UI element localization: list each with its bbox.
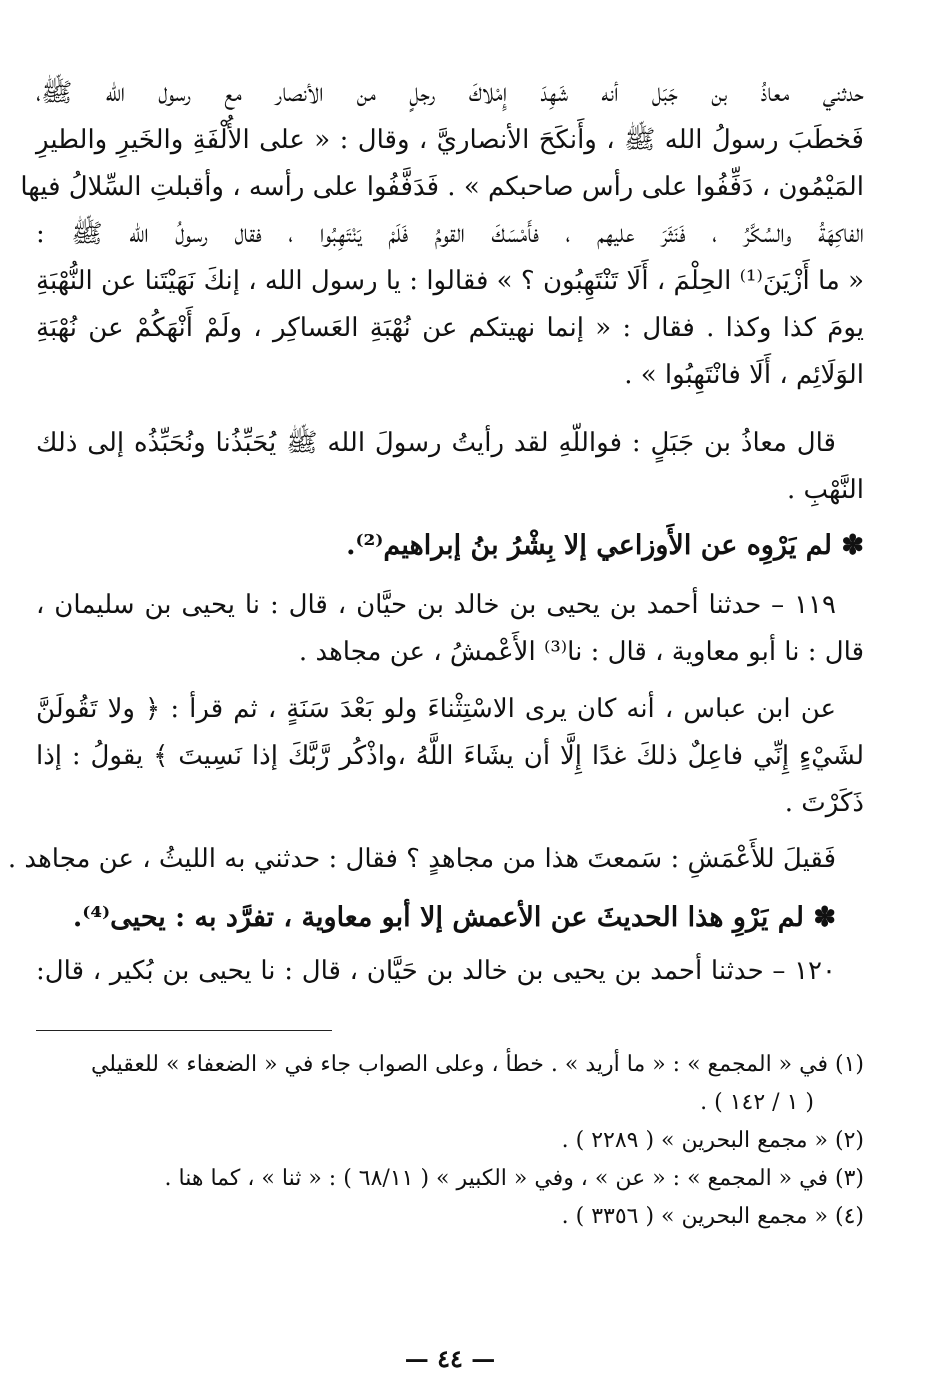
text-line: ذَكَرْتَ .: [784, 788, 864, 818]
footnotes: [36, 1046, 864, 1236]
paragraph-ibn-abbas: [36, 686, 864, 827]
footnote-1-cont: ( ١ / ١٤٢ ) .: [700, 1090, 814, 1115]
text-line: الوَلَائِم ، أَلَا فانْتَهِبُوا » .: [624, 360, 864, 390]
paragraph-amash: [7, 836, 864, 883]
text-line: قال معاذُ بن جَبَلٍ : فواللّهِ لقد رأيتُ رسولَ الله ﷺ يُحَبِّذُنا ونُحَبِّذُه إلى ذلك: [36, 428, 836, 458]
footnote-4: (٤) « مجمع البحرين » ( ٣٣٥٦ ) .: [561, 1204, 864, 1229]
narration-note-1: ✽ لم يَرْوِه عن الأَوزاعي إلا بِشْرُ بنُ إبراهيم⁽²⁾.: [346, 530, 864, 561]
text-line: حدثني معاذُ بن جَبَل أنه شَهِدَ إِمْلاكَ رجلٍ من الأنصار مع رسول الله ﷺ،: [36, 78, 864, 108]
text-line: لشَيْءٍ إِنِّي فاعِلٌ ذلكَ غدًا إِلَّا أن يشَاءَ اللَّهُ ،واذْكُر رَّبَّكَ إذا نَسِيتَ ﴾ يقولُ : إذا: [36, 741, 864, 771]
paragraph-muadh: [36, 420, 864, 514]
text-line: قال : نا أبو معاوية ، قال : نا⁽³⁾ الأَعْمشُ ، عن مجاهد .: [298, 637, 864, 667]
text-line: يومَ كذا وكذا . فقال : « إنما نهيتكم عن نُهْبَةِ العَساكِر ، ولَمْ أَنْهَكُمْ عن نُهْبَةِ: [36, 313, 864, 343]
page-number: — ٤٤ —: [404, 1344, 496, 1373]
book-page: [7, 64, 864, 1373]
paragraph-hadith-text: [20, 70, 864, 399]
footnote-1: (١) في « المجمع » : « ما أريد » . خطأ ، وعلى الصواب جاء في « الضعفاء » للعقيلي: [90, 1052, 864, 1077]
footnote-2: (٢) « مجمع البحرين » ( ٢٢٨٩ ) .: [561, 1128, 864, 1153]
text-line: النَّهْبِ .: [786, 475, 864, 505]
text-line: فَقيلَ للأَعْمَشِ : سَمعتَ هذا من مجاهدٍ ؟ فقال : حدثني به الليثُ ، عن مجاهد .: [7, 844, 836, 874]
text-line: عن ابن عباس ، أنه كان يرى الاسْتِثْناءَ ولو بَعْدَ سَنَةٍ ، ثم قرأ : ﴿ ولا تَقُولَنَّ: [36, 694, 836, 724]
footnote-3: (٣) في « المجمع » : « عن » ، وفي « الكبير » ( ٦٨/١١ ) : « ثنا » ، كما هنا .: [164, 1166, 864, 1191]
text-line: ١١٩ – حدثنا أحمد بن يحيى بن خالد بن حيَّان ، قال : نا يحيى بن سليمان ،: [36, 590, 836, 620]
text-line: ١٢٠ – حدثنا أحمد بن يحيى بن خالد بن حَيَّان ، قال : نا يحيى بن بُكير ، قال:: [36, 956, 836, 986]
narration-note-2: ✽ لم يَرْوِ هذا الحديثَ عن الأعمش إلا أبو معاوية ، تفرَّد به : يحيى⁽⁴⁾.: [72, 902, 836, 933]
text-line: الفاكِهَةُ والسُكَّرُ ، فَنَثَرَ عليهم ، فأَمْسَكَ القومُ فَلَمْ يَنْتَهِبُوا ، فقال رسولُ الله ﷺ :: [36, 219, 864, 249]
hadith-119-chain: [36, 582, 864, 676]
footnote-separator: [36, 1030, 332, 1031]
text-line: فَخطَبَ رسولُ الله ﷺ ، وأَنكَحَ الأنصاريَّ ، وقال : « على الأُلْفَةِ والخَيرِ والطيرِ: [36, 125, 864, 155]
text-line: « ما أَزْيَنَ⁽¹⁾ الحِلْمَ ، أَلَا تَنْتَهِبُون ؟ » فقالوا : يا رسول الله ، إنكَ نَهَيْتَنا عن النُّهْبَةِ: [36, 266, 864, 296]
text-line: المَيْمُون ، دَفِّفُوا على رأس صاحبكم » . فَدَفَّفُوا على رأسه ، وأقبلتِ السِّلالُ فيها: [20, 172, 864, 202]
hadith-120-chain: [36, 948, 864, 995]
